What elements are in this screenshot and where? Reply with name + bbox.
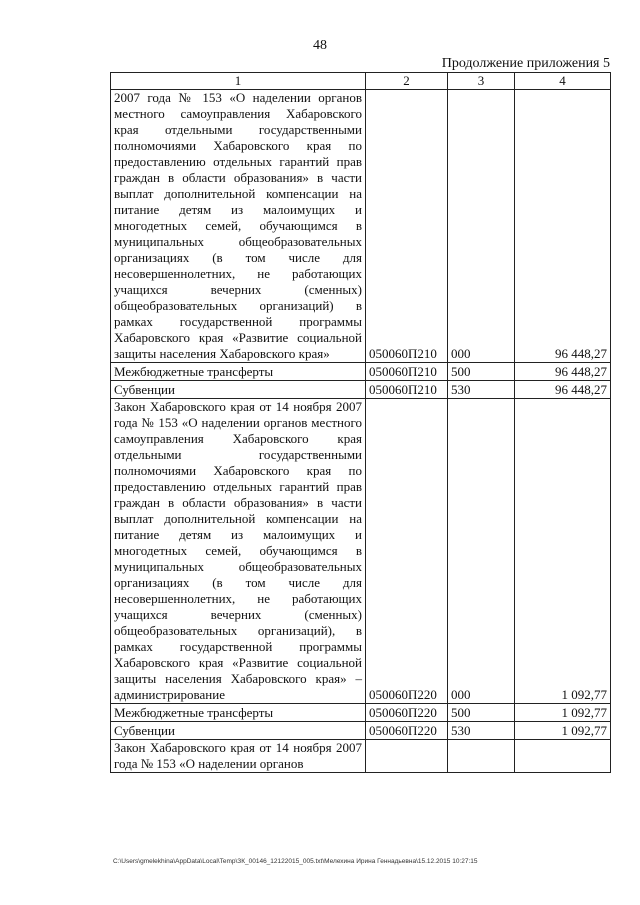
- table-header-row: [111, 73, 611, 90]
- row-description: Закон Хабаровского края от 14 ноября 2007 года № 153 «О наделении органов местного самоуправления Хабаровского края отдельными государственными полномочиями Хабаровского края по предоставлению отдельных гарантий прав граждан в области образования» в части выплат дополнительной компенсации на питание детям из малоимущих и многодетных семей, обучающимся в муниципальных общеобразовательных организациях (в том числе для несовершеннолетних, не работающих учащихся вечерних (сменных) общеобразовательных организаций), в рамках государственной программы Хабаровского края «Развитие социальной защиты населения Хабаровского края» – администрирование: [111, 399, 366, 704]
- header-col-1: 1: [111, 73, 366, 90]
- row-amount: 1 092,77: [515, 399, 611, 704]
- table-row: [111, 722, 611, 740]
- row-description: Субвенции: [111, 381, 366, 399]
- continuation-caption: Продолжение приложения 5: [441, 56, 610, 71]
- row-type: 530: [448, 722, 515, 740]
- row-code: 050060П210: [366, 381, 448, 399]
- header-col-4: 4: [515, 73, 611, 90]
- table-row: [111, 90, 611, 363]
- table-row: [111, 740, 611, 773]
- header-col-3: 3: [448, 73, 515, 90]
- row-type: 000: [448, 90, 515, 363]
- row-description: Межбюджетные трансферты: [111, 363, 366, 381]
- row-code: 050060П220: [366, 399, 448, 704]
- row-amount: 96 448,27: [515, 381, 611, 399]
- row-code: [366, 740, 448, 773]
- header-col-2: 2: [366, 73, 448, 90]
- row-code: 050060П220: [366, 704, 448, 722]
- row-description: Межбюджетные трансферты: [111, 704, 366, 722]
- row-type: 530: [448, 381, 515, 399]
- row-description: Закон Хабаровского края от 14 ноября 2007 года № 153 «О наделении органов: [111, 740, 366, 773]
- row-code: 050060П210: [366, 363, 448, 381]
- row-type: 000: [448, 399, 515, 704]
- row-amount: 96 448,27: [515, 90, 611, 363]
- row-type: 500: [448, 363, 515, 381]
- table-row: [111, 399, 611, 704]
- row-amount: 1 092,77: [515, 722, 611, 740]
- row-code: 050060П210: [366, 90, 448, 363]
- row-type: [448, 740, 515, 773]
- row-description: Субвенции: [111, 722, 366, 740]
- row-type: 500: [448, 704, 515, 722]
- row-amount: [515, 740, 611, 773]
- row-amount: 96 448,27: [515, 363, 611, 381]
- file-path-footer: C:\Users\gmelekhina\AppData\Local\Temp\ЗК_00146_12122015_005.txt\Мелехина Ирина Геннадьевна\15.12.2015 10:27:15: [113, 858, 478, 865]
- table-row: [111, 363, 611, 381]
- table-row: [111, 704, 611, 722]
- row-amount: 1 092,77: [515, 704, 611, 722]
- page-number: 48: [313, 38, 327, 53]
- table-row: [111, 381, 611, 399]
- budget-table: [110, 72, 611, 773]
- row-code: 050060П220: [366, 722, 448, 740]
- row-description: 2007 года № 153 «О наделении органов местного самоуправления Хабаровского края отдельными государственными полномочиями Хабаровского края по предоставлению отдельных гарантий прав граждан в области образования» в части выплат дополнительной компенсации на питание детям из малоимущих и многодетных семей, обучающимся в муниципальных общеобразовательных организациях (в том числе для несовершеннолетних, не работающих учащихся вечерних (сменных) общеобразовательных организаций) в рамках государственной программы Хабаровского края «Развитие социальной защиты населения Хабаровского края»: [111, 90, 366, 363]
